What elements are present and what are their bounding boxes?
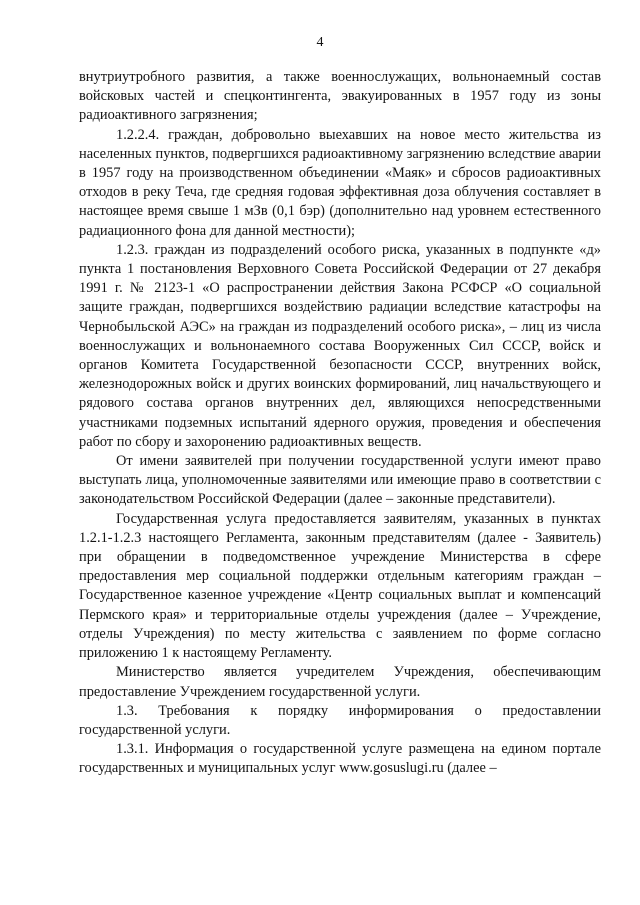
paragraph-1-3: 1.3. Требования к порядку информирования о предоставлении государственной услуги.: [79, 702, 601, 738]
paragraph-1-2-3: 1.2.3. граждан из подразделений особого риска, указанных в подпункте «д» пункта 1 постановления Верховного Совета Российской Федерации от 27 декабря 1991 г. № 2123-1 «О распространении действия Закона РСФСР «О социальной защите граждан, подвергшихся воздействию радиации вследствие катастрофы на Чернобыльской АЭС» на граждан из подразделений особого риска», – лиц из числа военнослужащих и вольнонаемного состава Вооруженных Сил СССР, войск и органов Комитета Государственной безопасности СССР, внутренних войск, железнодорожных войск и других воинских формирований, лиц начальствующего и рядового состава органов внутренних дел, являющихся непосредственными участниками подземных испытаний ядерного оружия, проведения и обеспечения работ по сбору и захоронению радиоактивных веществ.: [79, 241, 601, 450]
paragraph-legal-representatives: От имени заявителей при получении государственной услуги имеют право выступать лица, уполномоченные заявителями или имеющие право в соответствии с законодательством Российской Федерации (далее – законные представители).: [79, 453, 601, 508]
paragraph-service-provision: Государственная услуга предоставляется заявителям, указанных в пунктах 1.2.1-1.2.3 настоящего Регламента, законным представителям (далее - Заявитель) при обращении в подведомственное учреждение Министерства в сфере предоставления мер социальной поддержки отдельным категориям граждан – Государственное казенное учреждение «Центр социальных выплат и компенсаций Пермского края» и территориальные отделы учреждения (далее – Учреждение, отделы Учреждения) по месту жительства с заявлением по форме согласно приложению 1 к настоящему Регламенту.: [79, 510, 601, 662]
paragraph-1-3-1: 1.3.1. Информация о государственной услуге размещена на едином портале государственных и муниципальных услуг www.gosuslugi.ru (далее –: [79, 741, 601, 777]
paragraph-continuation: внутриутробного развития, а также военнослужащих, вольнонаемный состав войсковых частей и спецконтингента, эвакуированных в 1957 году из зоны радиоактивного загрязнения;: [79, 69, 601, 124]
document-body: [79, 68, 601, 779]
paragraph-1-2-2-4: 1.2.2.4. граждан, добровольно выехавших на новое место жительства из населенных пунктов, подвергшихся радиоактивному загрязнению вследствие аварии в 1957 году на производственном объединении «Маяк» и сбросов радиоактивных отходов в реку Теча, где средняя годовая эффективная доза облучения составляет в настоящее время свыше 1 мЗв (0,1 бэр) (дополнительно над уровнем естественного радиационного фона для данной местности);: [79, 126, 601, 239]
paragraph-ministry-founder: Министерство является учредителем Учреждения, обеспечивающим предоставление Учреждением государственной услуги.: [79, 664, 601, 700]
page-number: 4: [316, 35, 324, 50]
